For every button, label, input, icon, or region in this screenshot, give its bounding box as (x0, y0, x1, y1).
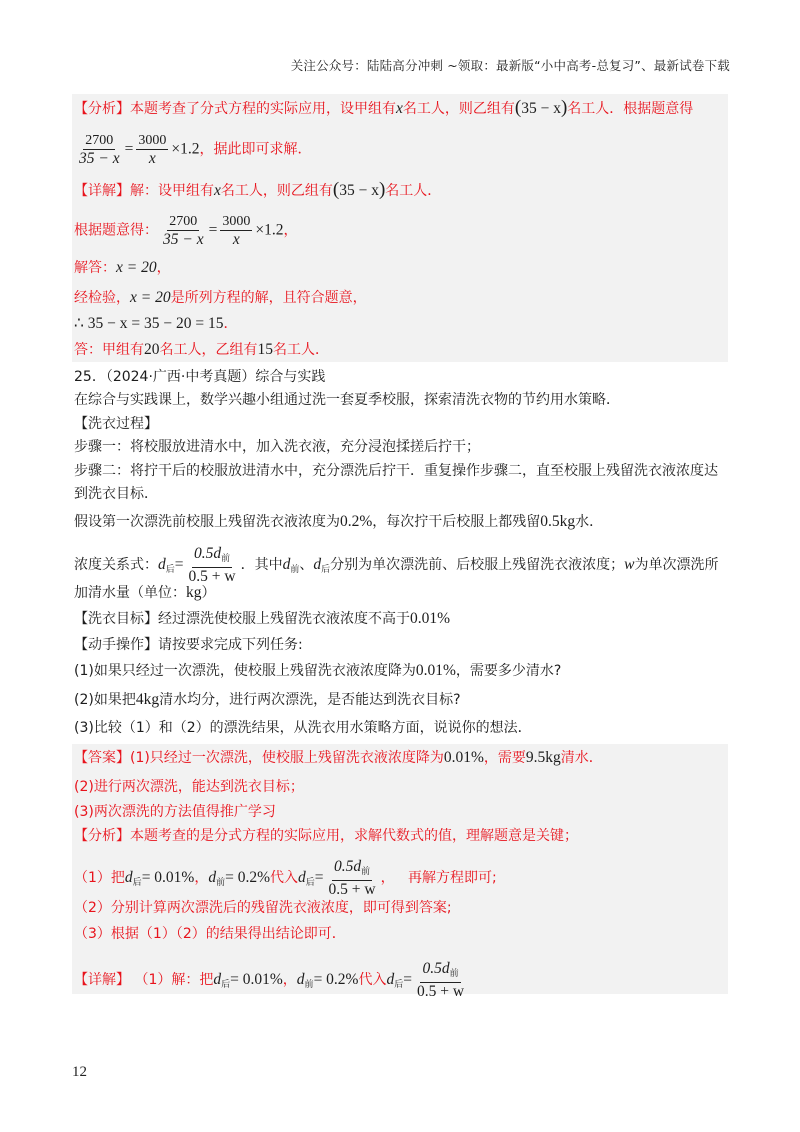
solve-24-line: 解答：x = 20， (74, 259, 171, 276)
fraction: $\frac{2700}{35 - x}$ (79, 133, 120, 167)
analysis-24-line: 【分析】本题考查了分式方程的实际应用，设甲组有x名工人，则乙组有(35 − x)名工人．根据题意得 (74, 97, 694, 118)
q25-formula-line: 浓度关系式：$d_后=$ $\frac{0.5d_前}{0.5 + w}$ ．其中$d_前$、$d_后$分别为单次漂洗前、后校服上残留洗衣液浓度；w为单次漂洗所 (74, 545, 719, 585)
check-24-line: 经检验，x = 20是所列方程的解，且符合题意， (74, 289, 367, 306)
fraction: $\frac{3000}{x}$ (222, 214, 251, 248)
q25-step2-a: 步骤二：将拧干后的校服放进清水中，充分漂洗后拧干．重复操作步骤二，直至校服上残留洗衣液浓度达 (74, 463, 718, 479)
q25-intro: 在综合与实践课上，数学兴趣小组通过洗一套夏季校服，探索清洗衣物的节约用水策略． (74, 392, 620, 408)
page-number: 12 (72, 1064, 87, 1080)
answer-25-line3: (3)两次漂洗的方法值得推广学习 (74, 804, 276, 820)
detail-25-line: 【详解】 （1）解：把$d_后= 0.01\%$，$d_前= 0.2\%$代入$d_后=$ $\frac{0.5d_前}{0.5 + w}$ (74, 960, 465, 1000)
analysis-24-equation: $\frac{2700}{35 - x}$ = $\frac{3000}{x}$ ×1.2，据此即可求解． (79, 133, 312, 167)
concentration-fraction: $\frac{0.5d_前}{0.5 + w}$ (328, 858, 376, 898)
analysis-25-step2: （2）分别计算两次漂洗后的残留洗衣液浓度，即可得到答案; (74, 900, 452, 916)
detail-24-equation: 根据题意得： $\frac{2700}{35 - x}$ = $\frac{3000}{x}$ ×1.2， (74, 214, 298, 248)
q25-assumption: 假设第一次漂洗前校服上残留洗衣液浓度为0.2%，每次拧干后校服上都残留0.5kg水． (74, 513, 604, 530)
analysis-25-line: 【分析】本题考查的是分式方程的实际应用，求解代数式的值，理解题意是关键； (74, 828, 578, 844)
fraction: $\frac{2700}{35 - x}$ (163, 214, 204, 248)
q25-step2-b: 到洗衣目标． (74, 486, 158, 502)
analysis-25-step1: （1）把$d_后= 0.01\%$，$d_前= 0.2\%$代入$d_后=$ $\frac{0.5d_前}{0.5 + w}$ ， 再解方程即可; (74, 858, 497, 898)
q25-goal: 【洗衣目标】经过漂洗使校服上残留洗衣液浓度不高于0.01% (74, 610, 451, 627)
answer-25-line1: 【答案】(1)只经过一次漂洗，使校服上残留洗衣液浓度降为0.01%，需要9.5kg清水． (74, 749, 603, 766)
answer-24-line: 答：甲组有20名工人，乙组有15名工人． (74, 341, 329, 358)
answer-25-line2: (2)进行两次漂洗，能达到洗衣目标； (74, 779, 304, 795)
q25-water-unit: 加清水量（单位：kg） (74, 584, 216, 601)
detail-24-line: 【详解】解：设甲组有x名工人，则乙组有(35 − x)名工人． (74, 179, 442, 200)
q25-task-1: (1)如果只经过一次漂洗，使校服上残留洗衣液浓度降为0.01%，需要多少清水? (74, 662, 562, 679)
fraction: $\frac{3000}{x}$ (138, 133, 167, 167)
q25-task-3: (3)比较（1）和（2）的漂洗结果，从洗衣用水策略方面，说说你的想法． (74, 720, 532, 736)
q25-task-label: 【动手操作】请按要求完成下列任务: (74, 637, 303, 653)
q25-step1: 步骤一：将校服放进清水中，加入洗衣液，充分浸泡揉搓后拧干； (74, 439, 480, 455)
q25-process-label: 【洗衣过程】 (74, 416, 158, 432)
concentration-fraction: $\frac{0.5d_前}{0.5 + w}$ (416, 960, 465, 1000)
q25-task-2: (2)如果把4kg清水均分，进行两次漂洗，是否能达到洗衣目标? (74, 691, 461, 708)
q25-title: 25．（2024·广西·中考真题）综合与实践 (74, 369, 326, 385)
analysis-25-step3: （3）根据（1）（2）的结果得出结论即可． (74, 926, 346, 942)
page-header: 关注公众号：陆陆高分冲刺 ~领取：最新版“小中高考-总复习”、最新试卷下载 (290, 58, 730, 73)
concentration-fraction: $\frac{0.5d_前}{0.5 + w}$ (188, 545, 236, 585)
therefore-24-line: ∴ 35 − x = 35 − 20 = 15． (74, 315, 238, 332)
